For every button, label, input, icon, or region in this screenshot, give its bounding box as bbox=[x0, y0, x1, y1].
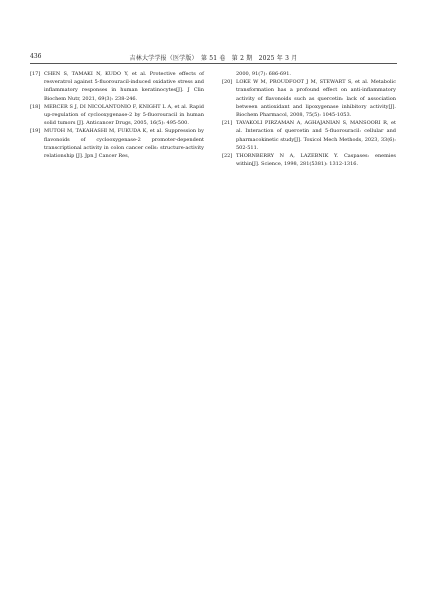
header-rule bbox=[30, 63, 397, 64]
reference-text: TAVAKOLI PIRZAMAN A, AGHAJANIAN S, MANSOORI R, et al. Interaction of quercetin and 5-fluorouracil: cellular and pharmacokinetic study[J]. Toxicol Mech Methods, 2023, 33(6): 502-511. bbox=[236, 120, 396, 151]
reference-21 bbox=[222, 119, 396, 152]
page-number: 436 bbox=[30, 53, 42, 60]
reference-number: [21] bbox=[222, 120, 233, 127]
reference-text: THORNBERRY N A, LAZEBNIK Y. Caspases: enemies within[J]. Science, 1998, 281(5381): 1312-1316. bbox=[236, 153, 396, 168]
references-right-column bbox=[222, 70, 396, 168]
reference-text: LOKE W M, PROUDFOOT J M, STEWART S, et al. Metabolic transformation has a profound effect on anti-inflammatory activity of flavonoids such as quercetin: lack of association between antioxidant and lipoxygenase inhibitory activity[J]. Biochem Pharmacol, 2008, 75(5): 1045-1053. bbox=[236, 79, 396, 119]
reference-text: CHEN S, TAMAKI N, KUDO Y, et al. Protective effects of resveratrol against 5-fluorouracil-induced oxidative stress and inflammatory responses in human keratinocytes[J]. J Clin Biochem Nutr, 2021, 69(3): 238-246. bbox=[44, 71, 204, 102]
reference-text: MERCER S J, DI NICOLANTONIO F, KNIGHT L A, et al. Rapid up-regulation of cyclooxygenase-2 by 5-fluorouracil in human solid tumors [J]. Anticancer Drugs, 2005, 16(5): 495-500. bbox=[44, 103, 204, 127]
reference-20 bbox=[222, 78, 396, 119]
reference-number: [20] bbox=[222, 79, 233, 86]
reference-19 bbox=[30, 127, 204, 160]
reference-22 bbox=[222, 152, 396, 168]
reference-number: [18] bbox=[30, 103, 41, 110]
reference-17 bbox=[30, 70, 204, 103]
references-left-column bbox=[30, 70, 204, 160]
reference-18 bbox=[30, 103, 204, 128]
reference-text: 2000, 91(7): 686-691. bbox=[236, 71, 291, 77]
reference-number: [22] bbox=[222, 153, 233, 160]
reference-number: [17] bbox=[30, 71, 41, 77]
journal-header: 吉林大学学报（医学版） 第 51 卷 第 2 期 2025 年 3 月 bbox=[129, 55, 298, 62]
reference-text: MUTOH M, TAKAHASHI M, FUKUDA K, et al. Suppression by flavonoids of cyclooxygenase-2 promoter-dependent transcriptional activity in colon cancer cells: structure-activity relationship [J]. Jpn J Cancer Res, bbox=[44, 128, 204, 160]
reference-number: [19] bbox=[30, 128, 41, 135]
reference-19-continuation bbox=[222, 70, 396, 78]
